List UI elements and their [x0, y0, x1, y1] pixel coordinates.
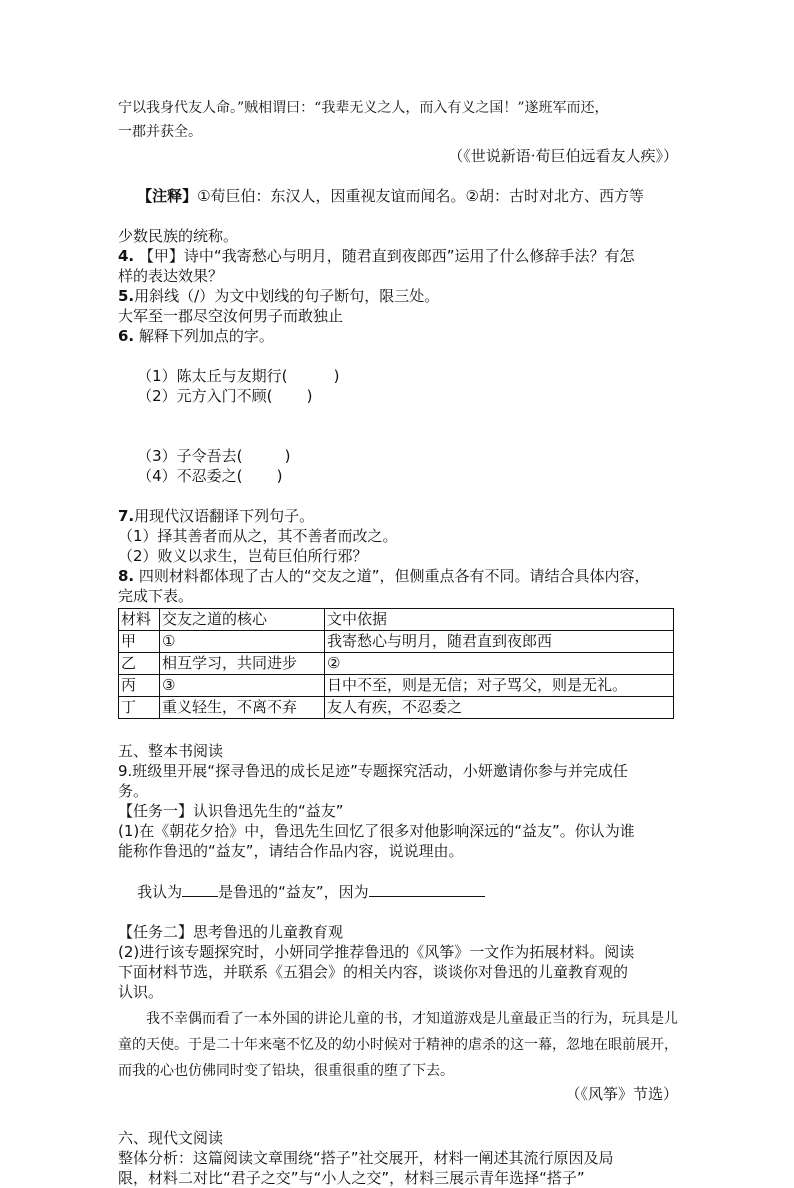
task-2-question: (2)进行该专题探究时，小妍同学推荐鲁迅的《风筝》一文作为拓展材料。阅读	[118, 943, 635, 961]
question-6-row	[118, 346, 678, 426]
question-text: 四则材料都体现了古人的“交友之道”，但侧重点各有不同。请结合具体内容，	[138, 567, 650, 585]
table-row	[119, 631, 674, 653]
table-header: 材料	[119, 609, 160, 631]
question-text: 【甲】诗中“我寄愁心与明月，随君直到夜郎西”运用了什么修辞手法？有怎	[138, 247, 635, 265]
passage-source: （《世说新语·荀巨伯远看友人疾》）	[448, 147, 678, 165]
table-row	[119, 675, 674, 697]
sentence-to-punctuate: 大军至一郡尽空汝何男子而敢独止	[118, 307, 344, 325]
item-3: （3）子令吾去	[137, 447, 237, 465]
translate-item: （1）择其善者而从之，其不善者而改之。	[118, 527, 398, 545]
spacer	[118, 1104, 678, 1128]
question-9: 务。	[118, 782, 149, 800]
question-text: 解释下列加点的字。	[138, 327, 274, 345]
annotation-label: 【注释】	[137, 187, 198, 205]
answer-blank-close: )	[306, 387, 313, 405]
table-cell: 丙	[119, 675, 160, 697]
answer-blank[interactable]: (	[236, 447, 243, 465]
question-text: 样的表达效果？	[118, 267, 224, 285]
question-9: 9.班级里开展“探寻鲁迅的成长足迹”专题探究活动，小妍邀请你参与并完成任	[118, 762, 628, 780]
item-2: （2）元方入门不顾	[137, 387, 267, 405]
task-1-title: 【任务一】认识鲁迅先生的“益友”	[118, 802, 344, 820]
table-cell-answer[interactable]: ②	[325, 653, 674, 675]
answer-blank[interactable]: (	[236, 467, 243, 485]
question-6-row	[118, 426, 678, 506]
table-row	[119, 653, 674, 675]
question-6	[118, 326, 678, 346]
table-header: 文中依据	[325, 609, 674, 631]
question-number: 5.	[118, 287, 135, 305]
annotation	[118, 166, 678, 226]
question-7	[118, 506, 678, 526]
table-cell: 我寄愁心与明月，随君直到夜郎西	[325, 631, 674, 653]
question-text: 用现代汉语翻译下列句子。	[134, 507, 315, 525]
table-cell: 重义轻生，不离不弃	[160, 697, 325, 719]
table-cell-answer[interactable]: ③	[160, 675, 325, 697]
fill-text: 是鲁迅的“益友”，因为	[218, 883, 369, 901]
question-text: 完成下表。	[118, 587, 194, 605]
table-cell: 丁	[119, 697, 160, 719]
analysis-text: 整体分析：这篇阅读文章围绕“搭子”社交展开，材料一阐述其流行原因及局	[118, 1149, 614, 1167]
item-1: （1）陈太丘与友期行	[137, 367, 282, 385]
task-2-question: 认识。	[118, 983, 164, 1001]
answer-blank[interactable]	[182, 881, 218, 897]
document-page	[118, 96, 678, 1188]
table-cell: 日中不至，则是无信；对子骂父，则是无礼。	[325, 675, 674, 697]
table-cell: 相互学习，共同进步	[160, 653, 325, 675]
section-title: 六、现代文阅读	[118, 1129, 224, 1147]
excerpt: 我不幸偶而看了一本外国的讲论儿童的书，才知道游戏是儿童最正当的行为，玩具是儿童的天使。于是二十年来毫不忆及的幼小时候对于精神的虐杀的这一幕，忽地在眼前展开，而我的心也仿佛同时变了铅块，很重很重的堕了下去。	[118, 1011, 678, 1079]
table-cell: 友人有疾，不忍委之	[325, 697, 674, 719]
question-number: 8.	[118, 567, 135, 585]
answer-blank[interactable]: (	[281, 367, 288, 385]
item-4: （4）不忍委之	[137, 467, 237, 485]
answer-blank-close: )	[276, 467, 283, 485]
passage-line: 宁以我身代友人命。”贼相谓曰：“我辈无义之人，而入有义之国！”遂班军而还，	[118, 100, 609, 116]
table-row	[119, 697, 674, 719]
task-2-title: 【任务二】思考鲁迅的儿童教育观	[118, 923, 344, 941]
table-cell: 甲	[119, 631, 160, 653]
task-1-question: 能称作鲁迅的“益友”，请结合作品内容，说说理由。	[118, 842, 464, 860]
answer-blank-close: )	[284, 447, 291, 465]
question-number: 4.	[118, 247, 135, 265]
fill-in-line	[118, 861, 678, 922]
table-header-row	[119, 609, 674, 631]
question-number: 7.	[118, 507, 135, 525]
question-4	[118, 246, 678, 266]
question-8	[118, 566, 678, 586]
task-1-question: (1)在《朝花夕拾》中，鲁迅先生回忆了很多对他影响深远的“益友”。你认为谁	[118, 822, 635, 840]
annotation-text: ①荀巨伯：东汉人，因重视友谊而闻名。②胡：古时对北方、西方等	[197, 187, 644, 205]
table-header: 交友之道的核心	[160, 609, 325, 631]
annotation-text: 少数民族的统称。	[118, 227, 239, 245]
task-2-question: 下面材料节选，并联系《五猖会》的相关内容，谈谈你对鲁迅的儿童教育观的	[118, 963, 629, 981]
question-5	[118, 286, 678, 306]
passage-line: 一郡并获全。	[118, 124, 202, 140]
friendship-table	[118, 608, 674, 719]
table-cell: 乙	[119, 653, 160, 675]
section-title: 五、整本书阅读	[118, 742, 224, 760]
fill-text: 我认为	[137, 883, 183, 901]
excerpt-source: （《风筝》节选）	[565, 1085, 678, 1103]
answer-blank-close: )	[333, 367, 340, 385]
table-cell-answer[interactable]: ①	[160, 631, 325, 653]
translate-item: （2）败义以求生，岂荀巨伯所行邪？	[118, 547, 368, 565]
question-text: 用斜线（/）为文中划线的句子断句，限三处。	[134, 287, 440, 305]
spacer	[118, 723, 678, 741]
answer-blank[interactable]	[369, 881, 485, 897]
answer-blank[interactable]: (	[266, 387, 273, 405]
analysis-text: 限，材料二对比“君子之交”与“小人之交”，材料三展示青年选择“搭子”	[118, 1169, 585, 1187]
question-number: 6.	[118, 327, 135, 345]
